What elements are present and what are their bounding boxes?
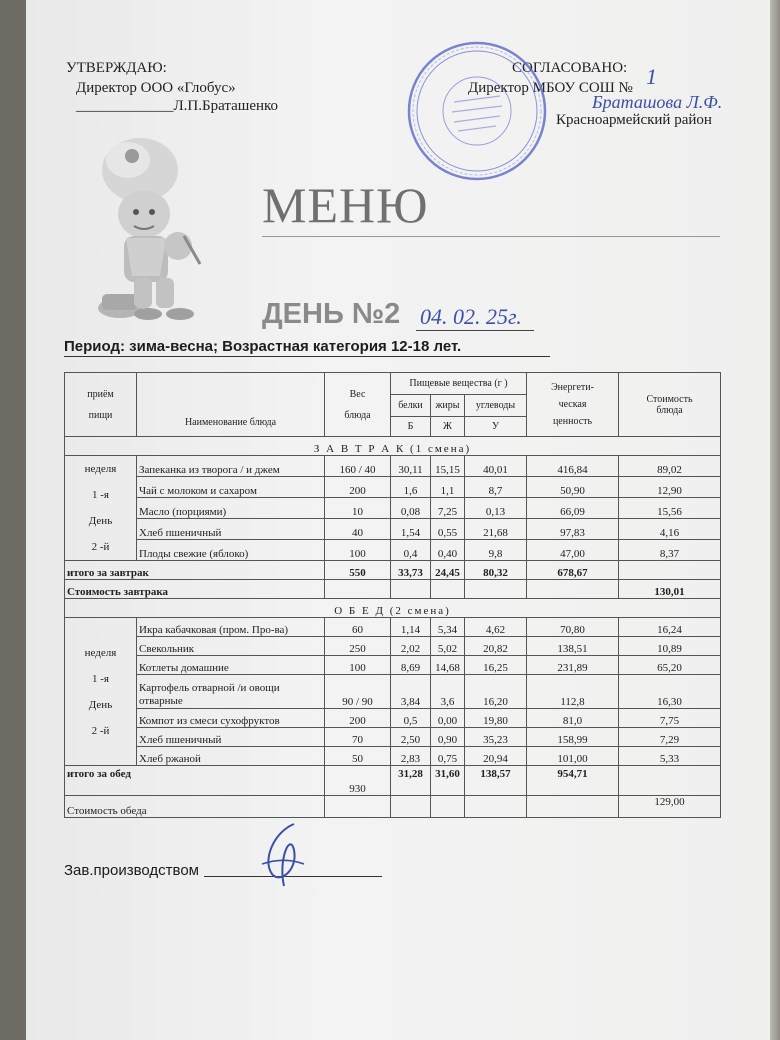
header-protein: белки xyxy=(391,395,431,417)
breakfast-dish-protein: 1,6 xyxy=(391,477,431,498)
lunch-dish-weight: 250 xyxy=(325,637,391,656)
approved-director: Директор ООО «Глобус» xyxy=(76,80,236,96)
lunch-dish-protein: 2,02 xyxy=(391,637,431,656)
breakfast-side-label: неделя 1 -я День 2 -й xyxy=(65,456,137,561)
lunch-dish-name: Компот из смеси сухофруктов xyxy=(137,709,325,728)
lunch-dish-name: Котлеты домашние xyxy=(137,656,325,675)
breakfast-dish-weight: 10 xyxy=(325,498,391,519)
lunch-dish-carbs: 20,82 xyxy=(465,637,527,656)
approved-heading: УТВЕРЖДАЮ: xyxy=(66,60,167,76)
footer-label: Зав.производством xyxy=(64,862,199,879)
lunch-dish-energy: 70,80 xyxy=(527,618,619,637)
page-shadow xyxy=(770,0,780,1040)
lunch-total-energy: 954,71 xyxy=(527,766,619,796)
breakfast-dish-fat: 15,15 xyxy=(431,456,465,477)
breakfast-total-weight: 550 xyxy=(325,561,391,580)
breakfast-dish-fat: 0,40 xyxy=(431,540,465,561)
lunch-dish-name: Икра кабачковая (пром. Про-ва) xyxy=(137,618,325,637)
lunch-dish-fat: 0,00 xyxy=(431,709,465,728)
lunch-dish-weight: 50 xyxy=(325,747,391,766)
breakfast-dish-protein: 0,4 xyxy=(391,540,431,561)
page-title: МЕНЮ xyxy=(262,177,429,233)
breakfast-dish-cost: 12,90 xyxy=(619,477,721,498)
lunch-dish-fat: 5,02 xyxy=(431,637,465,656)
breakfast-dish-name: Хлеб пшеничный xyxy=(137,519,325,540)
lunch-dish-fat: 3,6 xyxy=(431,675,465,709)
lunch-total-protein: 31,28 xyxy=(391,766,431,796)
lunch-dish-cost: 16,24 xyxy=(619,618,721,637)
lunch-dish-protein: 0,5 xyxy=(391,709,431,728)
lunch-dish-fat: 0,90 xyxy=(431,728,465,747)
lunch-dish-name: Хлеб ржаной xyxy=(137,747,325,766)
breakfast-dish-cost: 89,02 xyxy=(619,456,721,477)
lunch-dish-weight: 90 / 90 xyxy=(325,675,391,709)
period-line: Период: зима-весна; Возрастная категория 12-18 лет. xyxy=(64,338,462,355)
lunch-dish-carbs: 4,62 xyxy=(465,618,527,637)
lunch-dish-weight: 60 xyxy=(325,618,391,637)
lunch-cost-label: Стоимость обеда xyxy=(65,796,325,818)
header-carbs: углеводы xyxy=(465,395,527,417)
breakfast-dish-fat: 7,25 xyxy=(431,498,465,519)
breakfast-dish-energy: 47,00 xyxy=(527,540,619,561)
handwritten-signature xyxy=(254,820,314,890)
lunch-dish-protein: 3,84 xyxy=(391,675,431,709)
header-fat: жиры xyxy=(431,395,465,417)
breakfast-dish-carbs: 40,01 xyxy=(465,456,527,477)
breakfast-total-carbs: 80,32 xyxy=(465,561,527,580)
official-stamp xyxy=(402,36,552,186)
breakfast-dish-energy: 416,84 xyxy=(527,456,619,477)
lunch-dish-carbs: 19,80 xyxy=(465,709,527,728)
lunch-total-weight: 930 xyxy=(325,766,391,796)
lunch-dish-protein: 1,14 xyxy=(391,618,431,637)
breakfast-dish-fat: 0,55 xyxy=(431,519,465,540)
breakfast-dish-carbs: 8,7 xyxy=(465,477,527,498)
lunch-dish-cost: 7,29 xyxy=(619,728,721,747)
menu-table xyxy=(64,372,721,818)
agreed-director: Директор МБОУ СОШ № xyxy=(468,80,633,96)
lunch-dish-name: Хлеб пшеничный xyxy=(137,728,325,747)
breakfast-dish-carbs: 9,8 xyxy=(465,540,527,561)
header-dish: Наименование блюда xyxy=(137,373,325,437)
lunch-dish-name: Свекольник xyxy=(137,637,325,656)
breakfast-dish-cost: 15,56 xyxy=(619,498,721,519)
lunch-dish-carbs: 16,25 xyxy=(465,656,527,675)
lunch-dish-name: Картофель отварной /и овощи отварные xyxy=(137,675,325,709)
header-fat-abbr: Ж xyxy=(431,417,465,437)
breakfast-dish-name: Запеканка из творога / и джем xyxy=(137,456,325,477)
lunch-dish-energy: 81,0 xyxy=(527,709,619,728)
header-meal-time: приём пищи xyxy=(65,373,137,437)
lunch-dish-fat: 0,75 xyxy=(431,747,465,766)
breakfast-cost-value: 130,01 xyxy=(619,580,721,599)
breakfast-total-protein: 33,73 xyxy=(391,561,431,580)
lunch-total-empty xyxy=(619,766,721,796)
lunch-dish-cost: 5,33 xyxy=(619,747,721,766)
breakfast-dish-name: Масло (порциями) xyxy=(137,498,325,519)
breakfast-dish-fat: 1,1 xyxy=(431,477,465,498)
day-date-handwritten: 04. 02. 25г. xyxy=(416,304,534,331)
lunch-dish-energy: 101,00 xyxy=(527,747,619,766)
lunch-dish-weight: 70 xyxy=(325,728,391,747)
lunch-dish-fat: 14,68 xyxy=(431,656,465,675)
breakfast-dish-cost: 8,37 xyxy=(619,540,721,561)
lunch-total-label: итого за обед xyxy=(65,766,325,796)
lunch-dish-energy: 112,8 xyxy=(527,675,619,709)
lunch-dish-cost: 7,75 xyxy=(619,709,721,728)
lunch-dish-protein: 8,69 xyxy=(391,656,431,675)
period-underline xyxy=(64,356,550,357)
breakfast-dish-weight: 100 xyxy=(325,540,391,561)
lunch-dish-fat: 5,34 xyxy=(431,618,465,637)
breakfast-dish-energy: 97,83 xyxy=(527,519,619,540)
day-label: ДЕНЬ №2 xyxy=(262,298,401,330)
breakfast-total-energy: 678,67 xyxy=(527,561,619,580)
breakfast-total-empty xyxy=(619,561,721,580)
breakfast-dish-carbs: 0,13 xyxy=(465,498,527,519)
lunch-side-label: неделя 1 -я День 2 -й xyxy=(65,618,137,766)
lunch-dish-weight: 100 xyxy=(325,656,391,675)
lunch-dish-cost: 16,30 xyxy=(619,675,721,709)
lunch-section-title: О Б Е Д (2 смена) xyxy=(65,599,721,618)
lunch-dish-protein: 2,83 xyxy=(391,747,431,766)
lunch-dish-weight: 200 xyxy=(325,709,391,728)
breakfast-dish-carbs: 21,68 xyxy=(465,519,527,540)
breakfast-dish-name: Чай с молоком и сахаром xyxy=(137,477,325,498)
school-number-handwritten: 1 xyxy=(646,64,657,89)
lunch-dish-carbs: 20,94 xyxy=(465,747,527,766)
lunch-total-fat: 31,60 xyxy=(431,766,465,796)
header-weight: Вес блюда xyxy=(325,373,391,437)
agreed-heading: СОГЛАСОВАНО: xyxy=(512,60,628,76)
lunch-dish-energy: 138,51 xyxy=(527,637,619,656)
breakfast-total-fat: 24,45 xyxy=(431,561,465,580)
header-protein-abbr: Б xyxy=(391,417,431,437)
approved-signature-line: _____________Л.П.Браташенко xyxy=(76,98,279,114)
lunch-dish-energy: 231,89 xyxy=(527,656,619,675)
breakfast-dish-weight: 200 xyxy=(325,477,391,498)
agreed-signature-handwritten: Браташова Л.Ф. xyxy=(592,92,723,112)
breakfast-dish-name: Плоды свежие (яблоко) xyxy=(137,540,325,561)
header-cost: Стоимость блюда xyxy=(619,373,721,437)
breakfast-dish-weight: 160 / 40 xyxy=(325,456,391,477)
breakfast-total-label: итого за завтрак xyxy=(65,561,325,580)
lunch-dish-cost: 10,89 xyxy=(619,637,721,656)
lunch-dish-carbs: 16,20 xyxy=(465,675,527,709)
agreed-district: Красноармейский район xyxy=(556,112,712,128)
breakfast-dish-cost: 4,16 xyxy=(619,519,721,540)
breakfast-dish-protein: 0,08 xyxy=(391,498,431,519)
breakfast-dish-energy: 66,09 xyxy=(527,498,619,519)
lunch-cost-value: 129,00 xyxy=(619,796,721,818)
breakfast-dish-energy: 50,90 xyxy=(527,477,619,498)
breakfast-dish-protein: 30,11 xyxy=(391,456,431,477)
lunch-dish-protein: 2,50 xyxy=(391,728,431,747)
chef-illustration xyxy=(80,128,230,328)
lunch-dish-energy: 158,99 xyxy=(527,728,619,747)
title-underline xyxy=(262,236,720,237)
header-energy: Энергети- ческая ценность xyxy=(527,373,619,437)
lunch-dish-cost: 65,20 xyxy=(619,656,721,675)
header-carbs-abbr: У xyxy=(465,417,527,437)
breakfast-cost-label: Стоимость завтрака xyxy=(65,580,325,599)
header-nutrients: Пищевые вещества (г ) xyxy=(391,373,527,395)
lunch-total-carbs: 138,57 xyxy=(465,766,527,796)
breakfast-section-title: З А В Т Р А К (1 смена) xyxy=(65,437,721,456)
lunch-dish-carbs: 35,23 xyxy=(465,728,527,747)
breakfast-dish-weight: 40 xyxy=(325,519,391,540)
breakfast-dish-protein: 1,54 xyxy=(391,519,431,540)
